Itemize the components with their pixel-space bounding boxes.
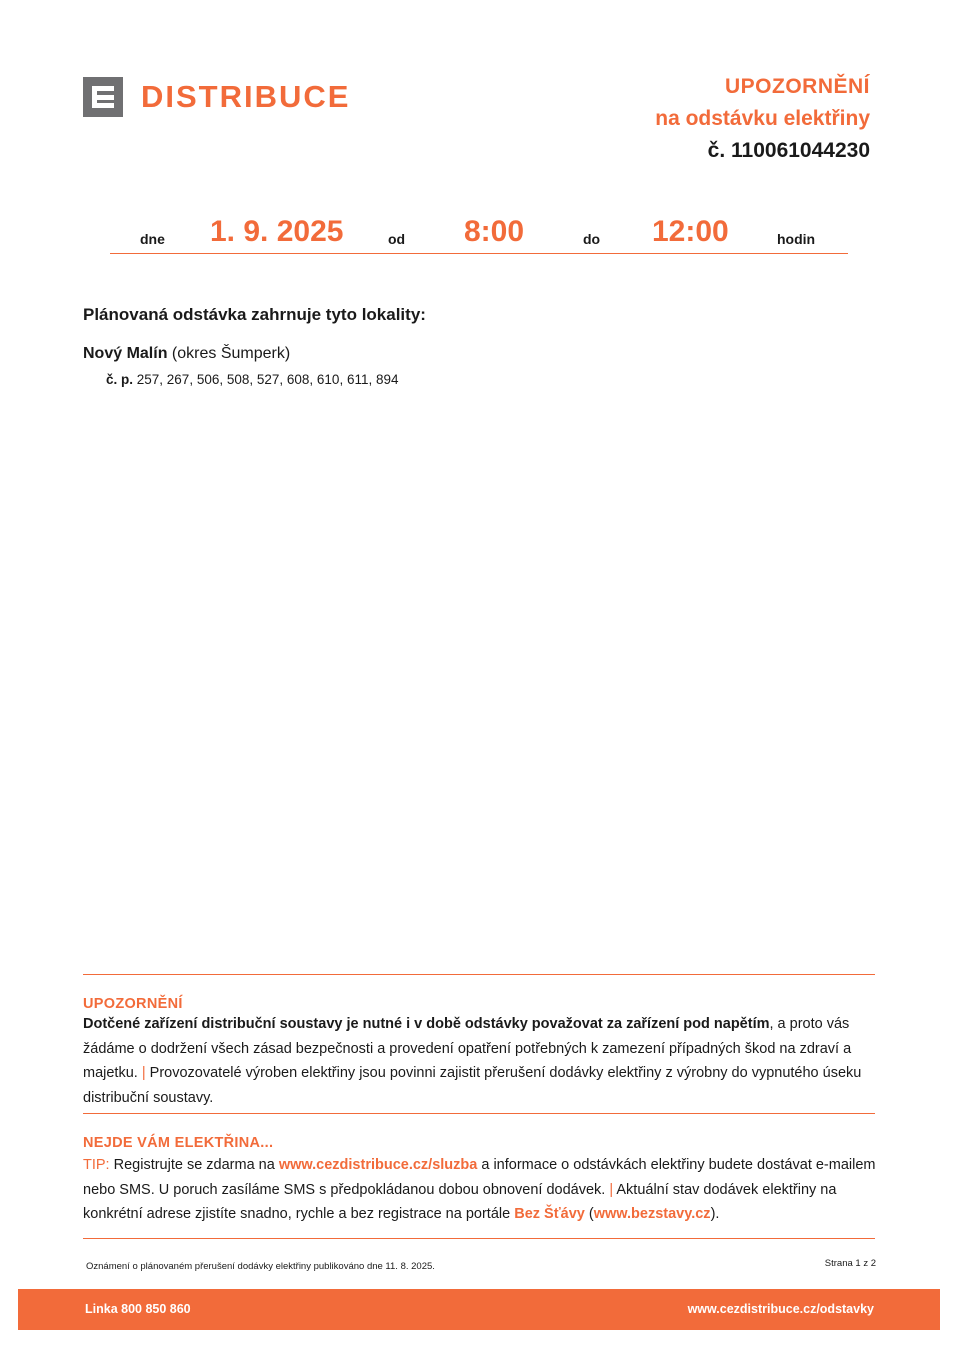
divider <box>83 1113 875 1114</box>
tip-label: TIP: <box>83 1157 110 1173</box>
town-name: Nový Malín <box>83 345 168 362</box>
outage-start: 8:00 <box>464 215 525 248</box>
to-label: do <box>583 231 601 247</box>
house-numbers-list: 257, 267, 506, 508, 527, 608, 610, 611, 894 <box>133 372 399 387</box>
house-numbers <box>106 372 399 387</box>
publication-note: Oznámení o plánovaném přerušení dodávky elektřiny publikováno dne 11. 8. 2025. <box>86 1261 435 1272</box>
notice-header <box>655 72 870 166</box>
hotline-number: Linka 800 850 860 <box>85 1302 191 1316</box>
town-district: (okres Šumperk) <box>167 345 291 362</box>
separator: | <box>141 1065 146 1081</box>
from-label: od <box>388 231 406 247</box>
warning-title: UPOZORNĚNÍ <box>83 996 183 1012</box>
bez-stavy-link[interactable]: Bez Šťávy <box>514 1206 585 1222</box>
page-indicator: Strana 1 z 2 <box>824 1258 876 1269</box>
day-label: dne <box>140 231 165 247</box>
outage-date: 1. 9. 2025 <box>210 215 344 248</box>
outage-end: 12:00 <box>652 215 729 248</box>
localities-heading: Plánovaná odstávka zahrnuje tyto lokality: <box>83 305 426 324</box>
cez-logo-icon <box>83 77 123 117</box>
divider <box>83 1238 875 1239</box>
hours-label: hodin <box>777 231 816 247</box>
house-numbers-label: č. p. <box>106 372 134 387</box>
notice-title: UPOZORNĚNÍ <box>724 75 870 98</box>
locality-town <box>83 345 290 363</box>
outages-url[interactable]: www.cezdistribuce.cz/odstavky <box>687 1302 874 1316</box>
bezstavy-url-link[interactable]: www.bezstavy.cz <box>593 1206 711 1222</box>
separator: | <box>609 1181 614 1198</box>
notice-number: č. 110061044230 <box>707 139 870 162</box>
logo-text: DISTRIBUCE <box>141 79 351 114</box>
outage-schedule <box>110 212 848 254</box>
warning-text: Dotčené zařízení distribuční soustavy je nutné i v době odstávky považovat za zařízení pod napětím, a proto vás žádáme o dodržení všech zásad bezpečnosti a provedení opatření potřebných k zamezení případných škod na zdraví a majetku. | Provozovatelé výroben elektřiny jsou povinni zajistit přerušení dodávky elektřiny z výrobny do vypnutého úseku distribuční soustavy. <box>83 1016 862 1106</box>
tip-title: NEJDE VÁM ELEKTŘINA... <box>83 1135 274 1151</box>
warning-bold: Dotčené zařízení distribuční soustavy je nutné i v době odstávky považovat za zařízení pod napětím <box>83 1016 770 1032</box>
footer-bar <box>18 1289 940 1330</box>
registration-link[interactable]: www.cezdistribuce.cz/sluzba <box>278 1157 478 1173</box>
divider <box>83 974 875 975</box>
notice-subtitle: na odstávku elektřiny <box>655 107 870 130</box>
company-logo <box>83 77 350 117</box>
tip-text: TIP: Registrujte se zdarma na www.cezdistribuce.cz/sluzba a informace o odstávkách elektřiny budete dostávat e-mailem nebo SMS. U poruch zasíláme SMS s předpokládanou dobou obnovení dodávek. | Aktuální stav dodávek elektřiny na konkrétní adrese zjistíte snadno, rychle a bez registrace na portále Bez Šťávy (www.bezstavy.cz). <box>83 1157 876 1222</box>
